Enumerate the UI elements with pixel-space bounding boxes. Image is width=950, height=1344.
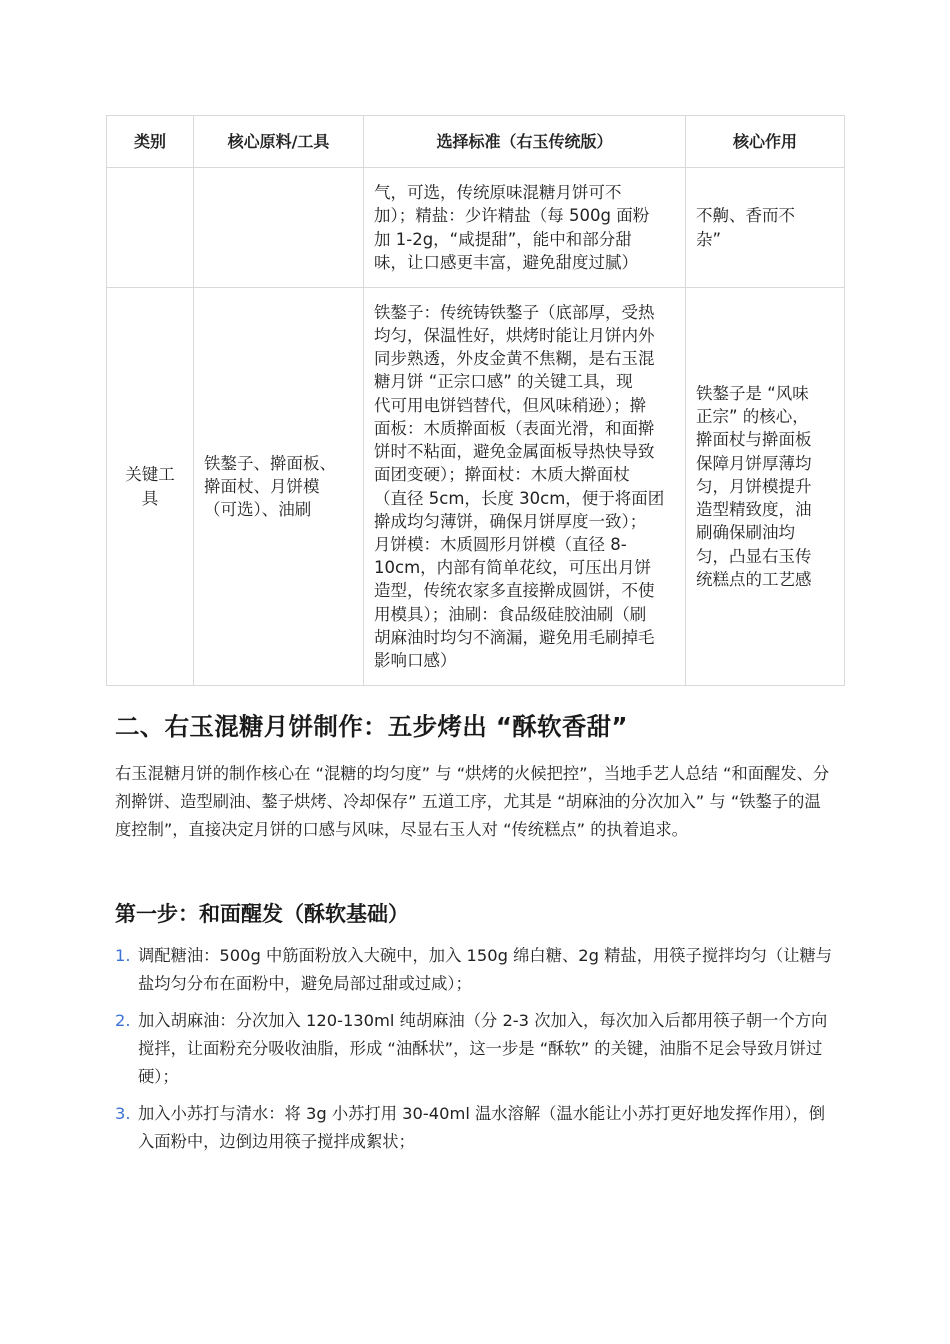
cell-items: 铁鏊子、擀面板、 擀面杖、月饼模 （可选）、油刷	[194, 288, 364, 686]
cell-standard: 铁鏊子：传统铸铁鏊子（底部厚，受热 均匀，保温性好，烘烤时能让月饼内外 同步熟透，外皮金黄不焦糊，是右玉混 糖月饼 “正宗口感” 的关键工具，现 代可用电饼铛替代，但风味稍逊）；擀 面板：木质擀面板（表面光滑，和面擀 饼时不粘面，避免金属面板导热快导致 面团变硬）；擀面杖：木质大擀面杖 （直径 5cm，长度 30cm，便于将面团 擀成均匀薄饼，确保月饼厚度一致）； 月饼模：木质圆形月饼模（直径 8- 10cm，内部有简单花纹，可压出月饼 造型，传统农家多直接擀成圆饼，不使 用模具）；油刷：食品级硅胶油刷（刷 胡麻油时均匀不滴漏，避免用毛刷掉毛 影响口感）	[364, 288, 686, 686]
list-item	[115, 1007, 837, 1091]
cell-role: 铁鏊子是 “风味 正宗” 的核心， 擀面杖与擀面板 保障月饼厚薄均 匀，月饼模提升 造型精致度，油 刷确保刷油均 匀，凸显右玉传 统糕点的工艺感	[686, 288, 845, 686]
list-text: 加入小苏打与清水：将 3g 小苏打用 30-40ml 温水溶解（温水能让小苏打更好地发挥作用），倒入面粉中，边倒边用筷子搅拌成絮状；	[138, 1104, 826, 1151]
list-number: 1.	[115, 946, 131, 965]
table-header-row	[107, 116, 845, 168]
table-row	[107, 288, 845, 686]
header-items: 核心原料/工具	[194, 116, 364, 168]
cell-role: 不齁、香而不 杂”	[686, 168, 845, 288]
step-list	[115, 942, 837, 1165]
cell-category	[107, 168, 194, 288]
header-role: 核心作用	[686, 116, 845, 168]
list-number: 3.	[115, 1104, 131, 1123]
step-title: 第一步：和面醒发（酥软基础）	[115, 902, 409, 926]
list-item	[115, 942, 837, 998]
section-title: 二、右玉混糖月饼制作：五步烤出 “酥软香甜”	[115, 712, 628, 741]
table-row	[107, 168, 845, 288]
list-number: 2.	[115, 1011, 131, 1030]
list-item	[115, 1100, 837, 1156]
list-text: 加入胡麻油：分次加入 120-130ml 纯胡麻油（分 2-3 次加入，每次加入后都用筷子朝一个方向搅拌，让面粉充分吸收油脂，形成 “油酥状”，这一步是 “酥软” 的关键，油脂不足会导致月饼过硬）；	[138, 1011, 828, 1086]
section-intro: 右玉混糖月饼的制作核心在 “混糖的均匀度” 与 “烘烤的火候把控”，当地手艺人总结 “和面醒发、分剂擀饼、造型刷油、鏊子烘烤、冷却保存” 五道工序，尤其是 “胡麻油的分次加入” 与 “铁鏊子的温度控制”，直接决定月饼的口感与风味，尽显右玉人对 “传统糕点” 的执着追求。	[115, 764, 830, 839]
cell-items	[194, 168, 364, 288]
list-text: 调配糖油：500g 中筋面粉放入大碗中，加入 150g 绵白糖、2g 精盐，用筷子搅拌均匀（让糖与盐均匀分布在面粉中，避免局部过甜或过咸）；	[138, 946, 833, 993]
header-standard: 选择标准（右玉传统版）	[364, 116, 686, 168]
header-category: 类别	[107, 116, 194, 168]
ingredients-tools-table	[106, 115, 845, 686]
cell-category: 关键工 具	[107, 288, 194, 686]
cell-standard: 气，可选，传统原味混糖月饼可不 加）；精盐：少许精盐（每 500g 面粉 加 1-2g，“咸提甜”，能中和部分甜 味，让口感更丰富，避免甜度过腻）	[364, 168, 686, 288]
